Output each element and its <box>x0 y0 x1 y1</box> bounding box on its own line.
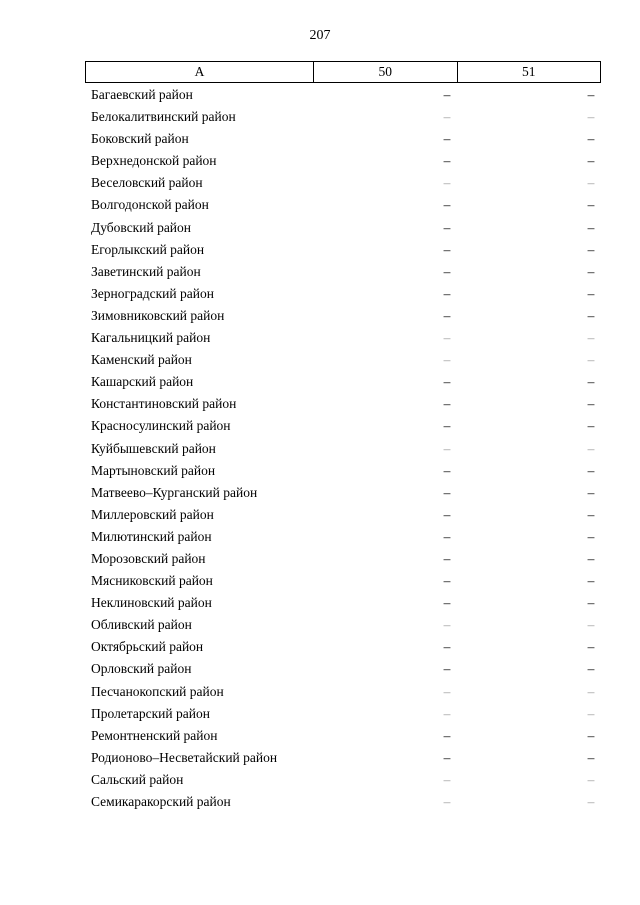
district-name: Миллеровский район <box>91 506 214 522</box>
value-col-50: – <box>443 727 451 743</box>
table-row <box>0 725 640 747</box>
district-name: Милютинский район <box>91 528 212 544</box>
table-row <box>0 592 640 614</box>
table-row <box>0 769 640 791</box>
district-name: Каменский район <box>91 352 192 368</box>
value-col-50: – <box>443 440 451 456</box>
value-col-51: – <box>587 219 595 235</box>
column-header-51: 51 <box>457 62 600 83</box>
district-name: Зерноградский район <box>91 285 214 301</box>
value-col-51: – <box>587 462 595 478</box>
table-row <box>0 504 640 526</box>
district-name: Неклиновский район <box>91 595 212 611</box>
table-row <box>0 305 640 327</box>
district-name: Верхнедонской район <box>91 153 217 169</box>
value-col-50: – <box>443 418 451 434</box>
table-row <box>0 194 640 216</box>
district-name: Заветинский район <box>91 263 201 279</box>
table-row <box>0 438 640 460</box>
district-name: Дубовский район <box>91 219 192 235</box>
value-col-50: – <box>443 87 451 102</box>
value-col-50: – <box>443 794 451 809</box>
value-col-51: – <box>587 418 595 434</box>
value-col-50: – <box>443 352 451 368</box>
table-row <box>0 570 640 592</box>
value-col-50: – <box>443 330 451 346</box>
value-col-50: – <box>443 219 451 235</box>
value-col-51: – <box>587 749 595 765</box>
table-row <box>0 128 640 150</box>
value-col-51: – <box>587 396 595 412</box>
value-col-51: – <box>587 595 595 611</box>
table-row <box>0 747 640 769</box>
value-col-50: – <box>443 550 451 566</box>
value-col-51: – <box>587 153 595 169</box>
value-col-50: – <box>443 153 451 169</box>
value-col-51: – <box>587 241 595 257</box>
district-name: Кагальницкий район <box>91 330 211 346</box>
table-row <box>0 636 640 658</box>
district-name: Пролетарский район <box>91 705 210 721</box>
value-col-50: – <box>443 484 451 500</box>
value-col-51: – <box>587 528 595 544</box>
district-name: Константиновский район <box>91 396 237 412</box>
value-col-50: – <box>443 661 451 677</box>
district-name: Боковский район <box>91 131 189 147</box>
value-col-50: – <box>443 528 451 544</box>
value-col-51: – <box>587 263 595 279</box>
district-name: Родионово–Несветайский район <box>91 749 278 765</box>
value-col-50: – <box>443 263 451 279</box>
district-name: Матвеево–Курганский район <box>91 484 258 500</box>
district-name: Егорлыкский район <box>91 241 205 257</box>
table-row <box>0 106 640 128</box>
value-col-50: – <box>443 131 451 147</box>
value-col-50: – <box>443 396 451 412</box>
district-name: Ремонтненский район <box>91 727 218 743</box>
district-name: Багаевский район <box>91 87 193 102</box>
value-col-50: – <box>443 307 451 323</box>
value-col-50: – <box>443 683 451 699</box>
value-col-50: – <box>443 175 451 191</box>
district-name: Кашарский район <box>91 374 194 390</box>
value-col-50: – <box>443 705 451 721</box>
value-col-51: – <box>587 285 595 301</box>
district-name: Октябрьский район <box>91 639 204 655</box>
value-col-50: – <box>443 639 451 655</box>
value-col-50: – <box>443 241 451 257</box>
value-col-51: – <box>587 131 595 147</box>
value-col-50: – <box>443 109 451 125</box>
table-row <box>0 150 640 172</box>
value-col-51: – <box>587 661 595 677</box>
district-name: Песчанокопский район <box>91 683 224 699</box>
table-row <box>0 548 640 570</box>
table-row <box>0 703 640 725</box>
value-col-51: – <box>587 330 595 346</box>
value-col-50: – <box>443 374 451 390</box>
value-col-51: – <box>587 440 595 456</box>
value-col-51: – <box>587 175 595 191</box>
column-header-a: А <box>86 62 314 83</box>
value-col-51: – <box>587 573 595 589</box>
value-col-51: – <box>587 374 595 390</box>
value-col-51: – <box>587 352 595 368</box>
district-name: Обливский район <box>91 617 192 633</box>
table-row <box>0 614 640 636</box>
table-row <box>0 217 640 239</box>
table-row <box>0 658 640 680</box>
value-col-50: – <box>443 506 451 522</box>
value-col-50: – <box>443 573 451 589</box>
district-name: Семикаракорский район <box>91 794 231 809</box>
value-col-51: – <box>587 639 595 655</box>
district-name: Орловский район <box>91 661 192 677</box>
table-header <box>85 61 601 83</box>
value-col-51: – <box>587 683 595 699</box>
value-col-50: – <box>443 197 451 213</box>
table-row <box>0 239 640 261</box>
value-col-51: – <box>587 506 595 522</box>
value-col-51: – <box>587 617 595 633</box>
value-col-51: – <box>587 727 595 743</box>
value-col-50: – <box>443 595 451 611</box>
table-row <box>0 526 640 548</box>
table-row <box>0 371 640 393</box>
district-name: Зимовниковский район <box>91 307 225 323</box>
table-row <box>0 349 640 371</box>
page-number: 207 <box>309 28 331 43</box>
table-row <box>0 261 640 283</box>
table-row <box>0 393 640 415</box>
value-col-50: – <box>443 771 451 787</box>
district-name: Куйбышевский район <box>91 440 216 456</box>
table-row <box>0 283 640 305</box>
value-col-50: – <box>443 285 451 301</box>
table-row <box>0 84 640 106</box>
value-col-51: – <box>587 550 595 566</box>
value-col-50: – <box>443 617 451 633</box>
value-col-51: – <box>587 87 595 102</box>
value-col-51: – <box>587 771 595 787</box>
column-header-50: 50 <box>314 62 457 83</box>
table-row <box>0 460 640 482</box>
value-col-51: – <box>587 307 595 323</box>
value-col-51: – <box>587 197 595 213</box>
district-name: Красносулинский район <box>91 418 231 434</box>
value-col-51: – <box>587 794 595 809</box>
district-name: Мясниковский район <box>91 573 213 589</box>
table-row <box>0 415 640 437</box>
district-name: Мартыновский район <box>91 462 216 478</box>
district-name: Веселовский район <box>91 175 203 191</box>
value-col-51: – <box>587 705 595 721</box>
header-row <box>86 62 601 83</box>
district-name: Белокалитвинский район <box>91 109 236 125</box>
value-col-51: – <box>587 484 595 500</box>
value-col-51: – <box>587 109 595 125</box>
table-row <box>0 791 640 813</box>
table-row <box>0 482 640 504</box>
district-name: Волгодонской район <box>91 197 209 213</box>
district-name: Сальский район <box>91 771 184 787</box>
district-name: Морозовский район <box>91 550 206 566</box>
table-row <box>0 681 640 703</box>
table-row <box>0 327 640 349</box>
value-col-50: – <box>443 462 451 478</box>
value-col-50: – <box>443 749 451 765</box>
table-row <box>0 172 640 194</box>
table-body <box>0 84 640 813</box>
